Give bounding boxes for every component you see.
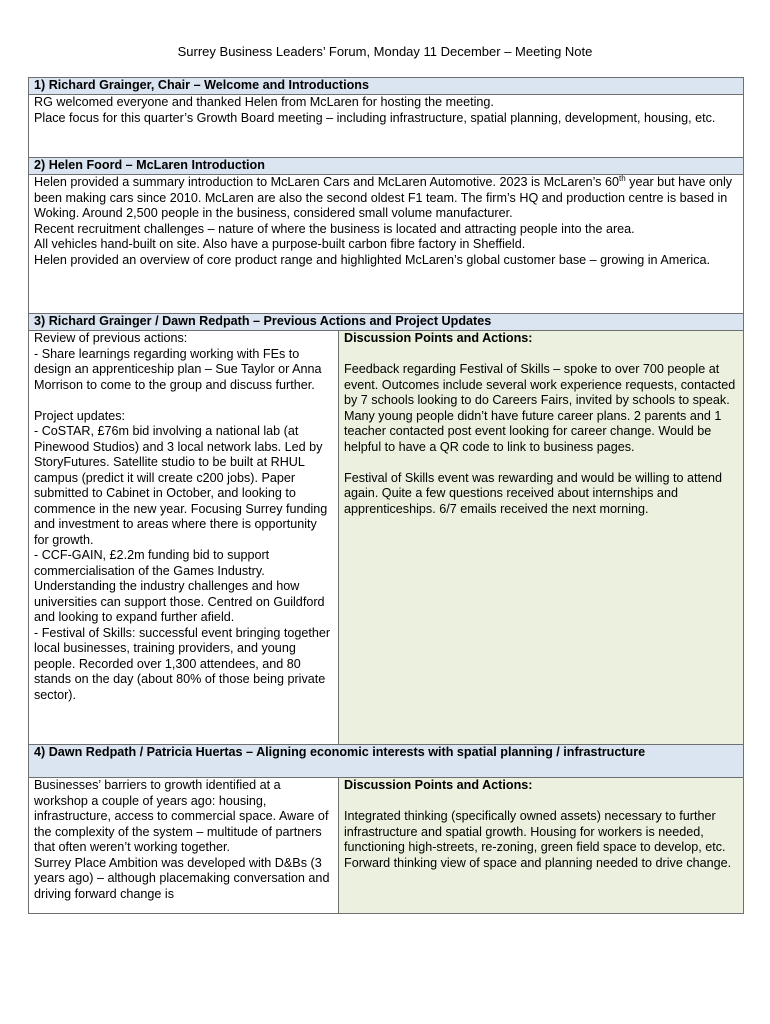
section-4-body-row [29,778,744,914]
section-2-heading: 2) Helen Foord – McLaren Introduction [29,158,744,175]
project-update-item: - CoSTAR, £76m bid involving a national lab (at Pinewood Studios) and 3 local network labs. Led by StoryFutures. Satellite studio to be built at RHUL campus (predict it will create c200 jobs). Paper submitted to Cabinet in October, and looking to commence in the new year. Focusing Surrey funding and investment to areas where there is opportunity for growth. [34,424,328,547]
meeting-note-table [28,77,744,914]
discussion-heading: Discussion Points and Actions: [344,331,533,345]
section-3-heading-row [29,314,744,331]
section-4-right-column [339,778,744,914]
section-1-paragraph: RG welcomed everyone and thanked Helen from McLaren for hosting the meeting. [34,95,494,109]
section-2-body [29,175,744,314]
section-4-left-column [29,778,339,914]
discussion-heading: Discussion Points and Actions: [344,778,533,792]
section-4-heading-row [29,745,744,778]
section-1-paragraph: Place focus for this quarter’s Growth Board meeting – including infrastructure, spatial planning, development, housing, etc. [34,110,716,125]
section-4-paragraph: Surrey Place Ambition was developed with D&Bs (3 years ago) – although placemaking conversation and driving forward change is [34,855,330,901]
project-update-item: - CCF-GAIN, £2.2m funding bid to support commercialisation of the Games Industry. Understanding the industry challenges and how universities can support those. Centred on Guildford and looking to expand further afield. [34,548,325,624]
section-2-intro-paragraph: Helen provided a summary introduction to McLaren Cars and McLaren Automotive. 2023 is McLaren’s 60th year but have only been making cars since 2010. McLaren are also the second oldest F1 team. The firm’s HQ and production centre is based in Woking. Around 2,500 people in the business, considered small volume manufacturer. [34,173,733,220]
section-2-paragraph: All vehicles hand-built on site. Also have a purpose-built carbon fibre factory in Sheffield. [34,237,526,251]
section-4-heading: 4) Dawn Redpath / Patricia Huertas – Aligning economic interests with spatial planning / infrastructure [29,745,744,778]
discussion-paragraph: Festival of Skills event was rewarding and would be willing to attend again. Quite a few questions received about internships and apprenticeships. 6/7 emails received the next morning. [344,470,723,516]
section-3-heading: 3) Richard Grainger / Dawn Redpath – Previous Actions and Project Updates [29,314,744,331]
section-3-body-row [29,331,744,745]
section-1-heading: 1) Richard Grainger, Chair – Welcome and Introductions [29,78,744,95]
project-updates-heading: Project updates: [34,408,126,423]
section-2-paragraph: Recent recruitment challenges – nature of where the business is located and attracting people into the area. [34,221,635,236]
discussion-paragraph: Feedback regarding Festival of Skills – spoke to over 700 people at event. Outcomes include several work experience requests, contacted by 7 schools looking to do Careers Fairs, invited by schools to speak. Many young people didn’t have future career plans. 2 parents and 1 teacher contacted post event looking for career change. Would be helpful to have a QR code to link to business pages. [344,362,736,454]
project-update-item: - Festival of Skills: successful event bringing together local businesses, training providers, and young people. Recorded over 1,300 attendees, and 80 stands on the day (about 80% of those being private sector). [34,625,331,702]
section-1-heading-row [29,78,744,95]
section-2-heading-row [29,158,744,175]
section-1-body [29,95,744,158]
review-item: - Share learnings regarding working with FEs to design an apprenticeship plan – Sue Taylor or Anna Morrison to come to the group and discuss further. [34,346,322,392]
section-3-right-column [339,331,744,745]
section-2-body-row [29,175,744,314]
section-4-paragraph: Businesses’ barriers to growth identified at a workshop a couple of years ago: housing, infrastructure, access to commercial space. Aware of the complexity of the system – multitude of partners that often weren’t working together. [34,778,329,854]
discussion-paragraph: Integrated thinking (specifically owned assets) necessary to further infrastructure and spatial growth. Housing for workers is needed, functioning high-streets, re-zoning, green field space to develop, etc. Forward thinking view of space and planning needed to drive change. [344,809,732,870]
section-3-left-column [29,331,339,745]
section-2-paragraph: Helen provided an overview of core product range and highlighted McLaren’s global customer base – growing in America. [34,252,711,267]
section-1-body-row [29,95,744,158]
ordinal-superscript: th [618,173,626,183]
review-heading: Review of previous actions: [34,331,188,345]
document-title: Surrey Business Leaders’ Forum, Monday 11 December – Meeting Note [177,44,593,59]
